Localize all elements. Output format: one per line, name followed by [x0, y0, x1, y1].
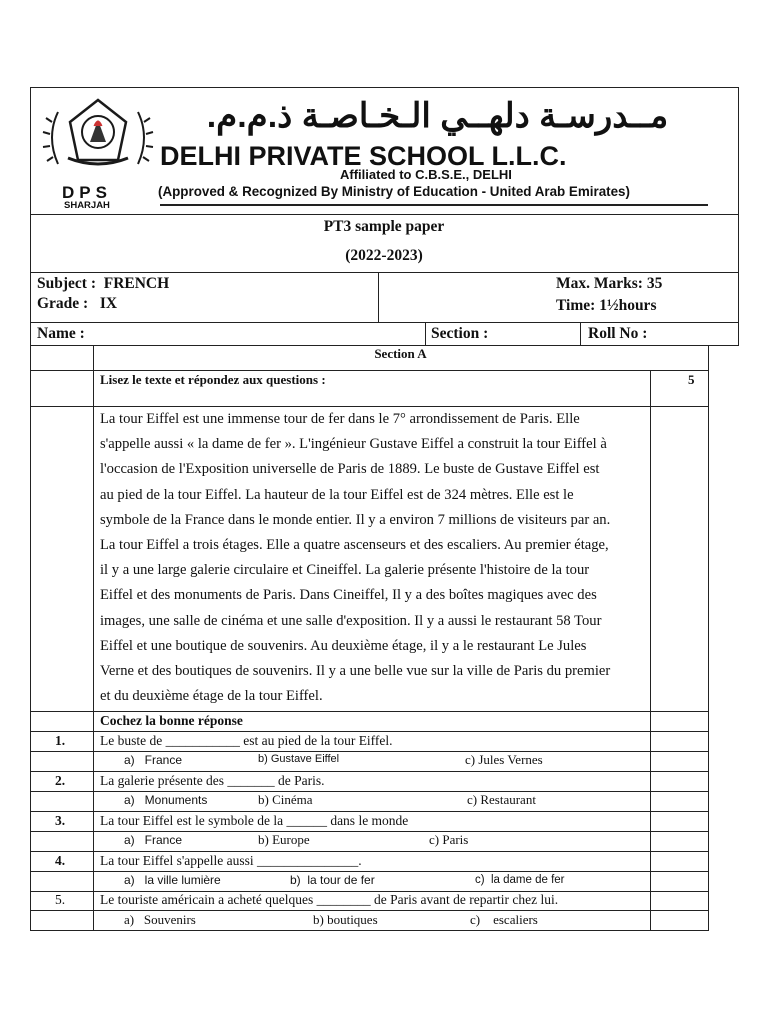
option-c: c) Restaurant: [467, 792, 536, 807]
question-number: 5.: [55, 892, 66, 907]
section-marks: 5: [688, 372, 695, 387]
option-a: a) la ville lumière: [124, 873, 221, 887]
passage-line: Eiffel et des monuments de Paris. Dans Cineiffel, Il y a des boîtes magiques avec des: [100, 587, 597, 604]
passage-line: Verne et des boutiques de souvenirs. Il y a une belle vue sur la ville de Paris du premier: [100, 663, 611, 680]
question-number: 3.: [55, 813, 66, 828]
question-text: Le buste de ___________ est au pied de la tour Eiffel.: [100, 733, 393, 748]
instruction-text: Lisez le texte et répondez aux questions :: [100, 372, 326, 387]
option-a: a) Souvenirs: [124, 912, 196, 927]
time-label: Time: 1½hours: [556, 297, 657, 314]
passage-line: La tour Eiffel a trois étages. Elle a quatre ascenseurs et des escaliers. Au premier étage,: [100, 537, 609, 554]
option-a: a) Monuments: [124, 793, 208, 807]
max-marks: Max. Marks: 35: [556, 275, 663, 292]
passage-line: l'occasion de l'Exposition universelle de Paris de 1889. Le buste de Gustave Eiffel est: [100, 461, 600, 478]
passage-line: il y a une large galerie circulaire et Cineiffel. La galerie présente l'histoire de la tour: [100, 562, 590, 579]
option-c: c) la dame de fer: [475, 874, 565, 886]
question-text: Le touriste américain a acheté quelques ________ de Paris avant de repartir chez lui.: [100, 892, 559, 907]
approval-line: (Approved & Recognized By Ministry of Education - United Arab Emirates): [158, 184, 630, 199]
name-field-label: Name :: [37, 325, 85, 342]
question-number: 2.: [55, 773, 66, 788]
passage-line: symbole de la France dans le monde entier. Il y a environ 7 millions de visiteurs par an.: [100, 511, 611, 528]
option-b: b) Cinéma: [258, 792, 313, 807]
option-b: b) Europe: [258, 832, 310, 847]
option-b: b) boutiques: [313, 912, 378, 927]
option-c: c) Paris: [429, 832, 469, 847]
paper-title: PT3 sample paper: [323, 218, 445, 235]
reading-passage: [100, 407, 645, 709]
question-number: 1.: [55, 733, 66, 748]
question-text: La tour Eiffel s'appelle aussi _______________.: [100, 853, 362, 868]
passage-line: Eiffel et une boutique de souvenirs. Au deuxième étage, il y a le restaurant Le Jules: [100, 637, 587, 654]
grade-label: Grade : IX: [37, 295, 118, 312]
passage-line: au pied de la tour Eiffel. La hauteur de la tour Eiffel est de 324 mètres. Elle est le: [100, 486, 574, 503]
passage-line: s'appelle aussi « la dame de fer ». L'ingénieur Gustave Eiffel a construit la tour Eiffel à: [100, 436, 607, 453]
logo-subtext: SHARJAH: [64, 200, 110, 211]
arabic-school-name: مــدرسـة دلهــي الـخـاصـة ذ.م.م.: [206, 97, 669, 135]
option-c: c) Jules Vernes: [465, 752, 543, 767]
option-a: a) France: [124, 833, 183, 847]
option-b: b) Gustave Eiffel: [258, 753, 340, 765]
option-b: b) la tour de fer: [290, 873, 375, 887]
passage-line: La tour Eiffel est une immense tour de fer dans le 7° arrondissement de Paris. Elle: [100, 411, 580, 427]
question-number: 4.: [55, 853, 66, 868]
school-name: DELHI PRIVATE SCHOOL L.L.C.: [160, 141, 567, 171]
affiliation: Affiliated to C.B.S.E., DELHI: [340, 167, 512, 182]
mcq-title: Cochez la bonne réponse: [100, 713, 243, 728]
section-a-title: Section A: [374, 346, 427, 361]
passage-line: images, une salle de cinéma et une salle d'exposition. Il y a aussi le restaurant 58 Tour: [100, 612, 602, 629]
logo-text: DPS: [62, 183, 112, 202]
question-text: La tour Eiffel est le symbole de la ______ dans le monde: [100, 813, 409, 828]
question-text: La galerie présente des _______ de Paris.: [100, 773, 325, 788]
option-c: c) escaliers: [470, 912, 538, 927]
passage-line: et du deuxième étage de la tour Eiffel.: [100, 688, 323, 705]
subject-label: Subject : FRENCH: [37, 275, 170, 292]
roll-field-label: Roll No :: [588, 325, 648, 342]
option-a: a) France: [124, 753, 183, 767]
section-field-label: Section :: [431, 325, 489, 342]
paper-year: (2022-2023): [345, 247, 423, 264]
